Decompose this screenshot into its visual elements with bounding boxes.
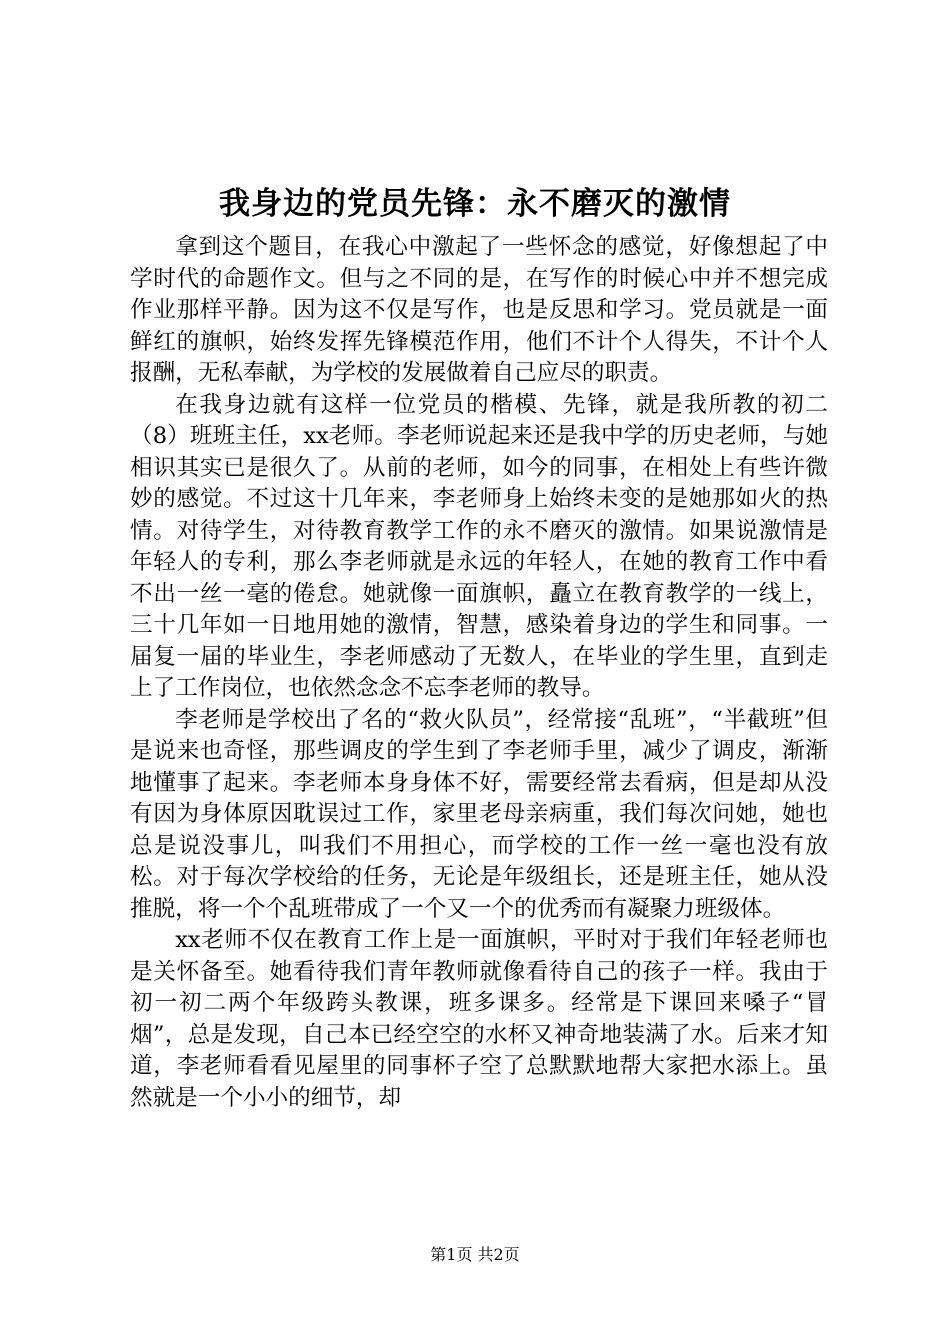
- body-paragraph: 在我身边就有这样一位党员的楷模、先锋，就是我所教的初二（8）班班主任，xx老师。李老师说起来还是我中学的历史老师，与她相识其实已是很久了。从前的老师，如今的同事，在相处上有些许微妙的感觉。不过这十几年来，李老师身上始终未变的是她那如火的热情。对待学生，对待教育教学工作的永不磨灭的激情。如果说激情是年轻人的专利，那么李老师就是永远的年轻人，在她的教育工作中看不出一丝一毫的倦怠。她就像一面旗帜，矗立在教育教学的一线上，三十几年如一日地用她的激情，智慧，感染着身边的学生和同事。一届复一届的毕业生，李老师感动了无数人，在毕业的学生里，直到走上了工作岗位，也依然念念不忘李老师的教导。: [130, 391, 828, 701]
- document-body: [130, 232, 828, 1114]
- body-paragraph: xx老师不仅在教育工作上是一面旗帜，平时对于我们年轻老师也是关怀备至。她看待我们青年教师就像看待自己的孩子一样。我由于初一初二两个年级跨头教课，班多课多。经常是下课回来嗓子“冒烟”，总是发现，自己本已经空空的水杯又神奇地装满了水。后来才知道，李老师看看见屋里的同事杯子空了总默默地帮大家把水添上。虽然就是一个小小的细节，却: [130, 927, 828, 1111]
- page-footer: 第1页 共2页: [430, 1245, 520, 1264]
- document-title: 我身边的党员先锋：永不磨灭的激情: [219, 186, 731, 222]
- body-paragraph: 拿到这个题目，在我心中激起了一些怀念的感觉，好像想起了中学时代的命题作文。但与之不同的是，在写作的时候心中并不想完成作业那样平静。因为这不仅是写作，也是反思和学习。党员就是一面鲜红的旗帜，始终发挥先锋模范作用，他们不计个人得失，不计个人报酬，无私奉献，为学校的发展做着自己应尽的职责。: [130, 234, 828, 386]
- body-paragraph: 李老师是学校出了名的“救火队员”，经常接“乱班”，“半截班”但是说来也奇怪，那些调皮的学生到了李老师手里，减少了调皮，渐渐地懂事了起来。李老师本身身体不好，需要经常去看病，但是却从没有因为身体原因耽误过工作，家里老母亲病重，我们每次问她，她也总是说没事儿，叫我们不用担心，而学校的工作一丝一毫也没有放松。对于每次学校给的任务，无论是年级组长，还是班主任，她从没推脱，将一个个乱班带成了一个又一个的优秀而有凝聚力班级体。: [130, 706, 828, 922]
